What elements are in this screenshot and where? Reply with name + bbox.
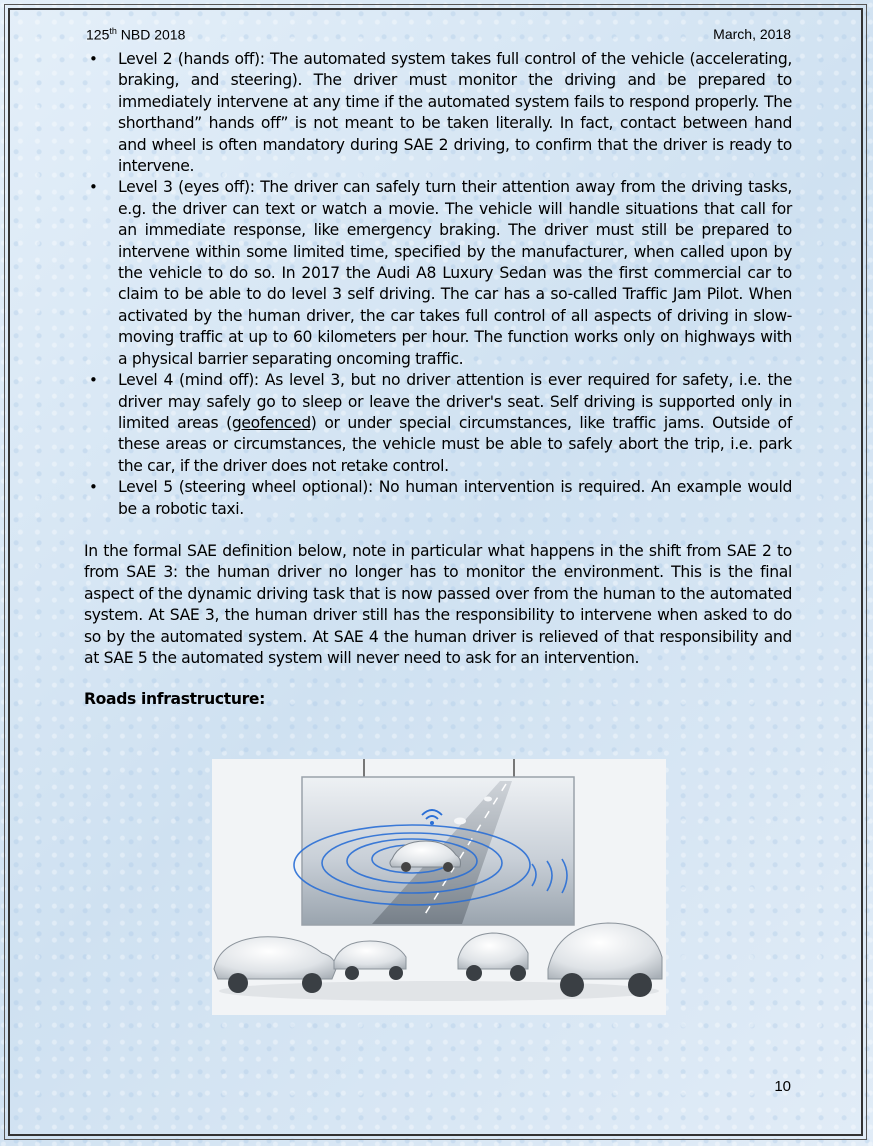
geofenced-link[interactable]: geofenced xyxy=(231,413,311,432)
header-left: 125th NBD 2018 xyxy=(86,26,186,43)
sae-levels-list xyxy=(84,49,792,520)
autonomous-cars-illustration xyxy=(212,759,666,1015)
bullet-icon: • xyxy=(89,50,98,68)
bullet-icon: • xyxy=(89,478,98,497)
bullet-icon: • xyxy=(89,371,98,390)
list-item-level-5: • Level 5 (steering wheel optional): No human intervention is required. An example would be a robotic taxi. xyxy=(89,478,792,518)
header-right: March, 2018 xyxy=(713,26,791,42)
sae-paragraph: In the formal SAE definition below, note in particular what happens in the shift from SAE 2 to from SAE 3: the human driver no longer has to monitor the environment. This is the final aspect of the dynamic driving task that is now passed over from the human to the automated system. At SAE 3, the human driver still has the responsibility to intervene when asked to do so by the automated system. At SAE 4 the human driver is relieved of that responsibility and at SAE 5 the automated system will never need to ask for an intervention. xyxy=(84,541,792,667)
bullet-icon: • xyxy=(89,178,98,197)
section-heading: Roads infrastructure: xyxy=(84,690,266,709)
document-body xyxy=(84,49,792,711)
page-header xyxy=(86,26,791,43)
list-item-level-4: • Level 4 (mind off): As level 3, but no driver attention is ever required for safety, i.e. the driver may safely go to sleep or leave the driver's seat. Self driving is supported only in limited areas (geofenced) or under special circumstances, like traffic jams. Outside of these areas or circumstances, the vehicle must be able to safely abort the trip, i.e. park the car, if the driver does not retake control. xyxy=(89,371,792,475)
page-number: 10 xyxy=(774,1078,791,1095)
list-item-level-3: • Level 3 (eyes off): The driver can safely turn their attention away from the driving tasks, e.g. the driver can text or watch a movie. The vehicle will handle situations that call for an immediate response, like emergency braking. The driver must still be prepared to intervene within some limited time, specified by the manufacturer, when called upon by the vehicle to do so. In 2017 the Audi A8 Luxury Sedan was the first commercial car to claim to be able to do level 3 self driving. The car has a so-called Traffic Jam Pilot. When activated by the human driver, the car takes full control of all aspects of driving in slow-moving traffic at up to 60 kilometers per hour. The function works only on highways with a physical barrier separating oncoming traffic. xyxy=(89,178,792,368)
list-item-level-2: • Level 2 (hands off): The automated system takes full control of the vehicle (accelerating, braking, and steering). The driver must monitor the driving and be prepared to immediately intervene at any time if the automated system fails to respond properly. The shorthand” hands off” is not meant to be taken literally. In fact, contact between hand and wheel is often mandatory during SAE 2 driving, to confirm that the driver is ready to intervene. xyxy=(89,50,792,176)
cars-radar-graphic xyxy=(212,759,666,1015)
